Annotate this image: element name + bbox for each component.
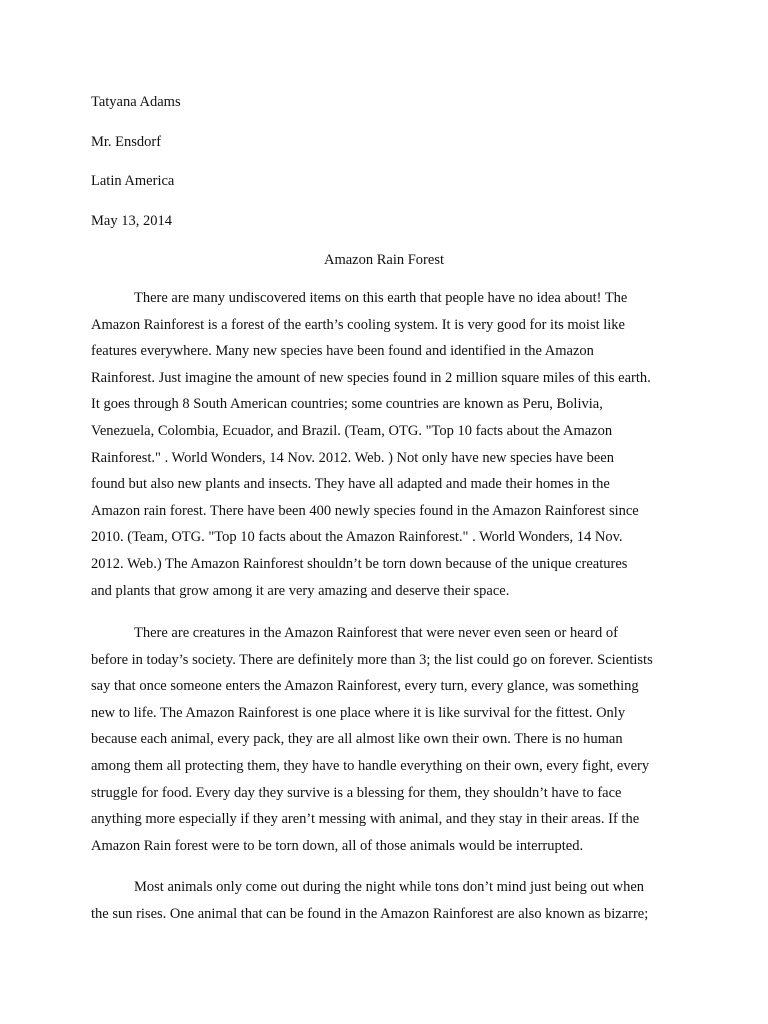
paragraph-line: Amazon Rainforest is a forest of the earth’s cooling system. It is very good for its moist like	[91, 316, 625, 333]
paragraph-line: say that once someone enters the Amazon Rainforest, every turn, every glance, was something	[91, 678, 639, 695]
paragraph-3	[91, 874, 691, 927]
paragraph-line: the sun rises. One animal that can be found in the Amazon Rainforest are also known as bizarre;	[91, 905, 649, 922]
paragraph-line: before in today’s society. There are definitely more than 3; the list could go on forever. Scientists	[91, 651, 653, 668]
paragraph-line: There are many undiscovered items on this earth that people have no idea about! The	[134, 290, 628, 306]
paragraph-line: Amazon rain forest. There have been 400 newly species found in the Amazon Rainforest since	[91, 502, 639, 519]
paragraph-line: because each animal, every pack, they are all almost like own their own. There is no human	[91, 731, 623, 748]
essay-title: Amazon Rain Forest	[323, 252, 444, 268]
paragraph-line: new to life. The Amazon Rainforest is one place where it is like survival for the fittest. Only	[91, 704, 626, 721]
paragraph-line: 2012. Web.) The Amazon Rainforest shouldn’t be torn down because of the unique creatures	[91, 555, 628, 572]
paragraph-line: 2010. (Team, OTG. "Top 10 facts about the Amazon Rainforest." . World Wonders, 14 Nov.	[91, 529, 623, 546]
teacher-name: Mr. Ensdorf	[91, 134, 162, 150]
paragraph-line: There are creatures in the Amazon Rainforest that were never even seen or heard of	[134, 625, 618, 641]
paragraph-line: Amazon Rain forest were to be torn down, all of those animals would be interrupted.	[91, 837, 584, 854]
course-name: Latin America	[91, 173, 175, 189]
paragraph-line: anything more especially if they aren’t messing with animal, and they stay in their areas. If the	[91, 811, 640, 828]
paragraph-line: struggle for food. Every day they survive is a blessing for them, they shouldn’t have to face	[91, 784, 622, 801]
paragraph-line: among them all protecting them, they have to handle everything on their own, every fight, every	[91, 757, 650, 774]
paragraph-2	[91, 620, 691, 859]
paragraph-line: It goes through 8 South American countries; some countries are known as Peru, Bolivia,	[91, 396, 603, 413]
paragraph-line: Venezuela, Colombia, Ecuador, and Brazil. (Team, OTG. "Top 10 facts about the Amazon	[91, 422, 613, 439]
paragraph-line: Rainforest. Just imagine the amount of new species found in 2 million square miles of this earth.	[91, 369, 651, 386]
author-name: Tatyana Adams	[91, 94, 181, 110]
essay-date: May 13, 2014	[91, 213, 172, 229]
paragraph-line: Rainforest." . World Wonders, 14 Nov. 2012. Web. ) Not only have new species have been	[91, 449, 614, 466]
paragraph-line: Most animals only come out during the night while tons don’t mind just being out when	[134, 879, 645, 895]
paragraph-line: and plants that grow among it are very amazing and deserve their space.	[91, 582, 510, 599]
paragraph-line: found but also new plants and insects. They have all adapted and made their homes in the	[91, 476, 610, 493]
paragraph-line: features everywhere. Many new species have been found and identified in the Amazon	[91, 343, 594, 360]
paragraph-1	[91, 285, 691, 604]
